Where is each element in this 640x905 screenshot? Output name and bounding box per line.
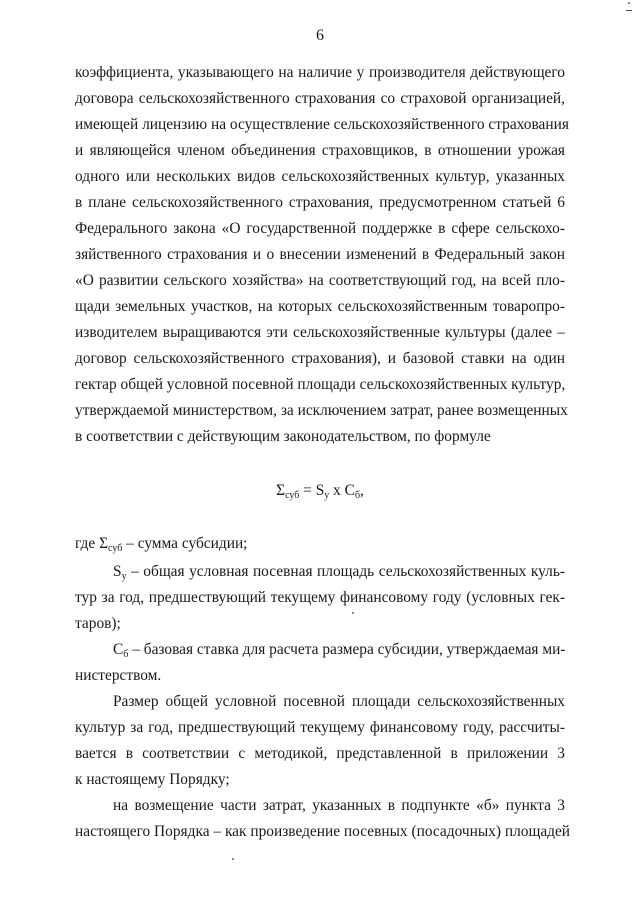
text-line: коэффициента, указывающего на наличие у производителя действующего [75, 64, 565, 81]
text-line: вается в соответствии с методикой, представленной в приложении 3 [75, 745, 565, 762]
cb-symbol-subscript: б [123, 649, 129, 660]
formula-equals: = [299, 482, 316, 499]
sy-text: – общая условная посевная площадь сельскохозяйственных куль- [126, 563, 565, 580]
text-line: настоящего Порядка – как произведение посевных (посадочных) площадей [75, 823, 571, 840]
where-line [75, 534, 247, 559]
sy-symbol: S [113, 563, 122, 580]
text-line: культур за год, предшествующий текущему финансовому году, рассчиты- [75, 719, 565, 736]
text-line: Федерального закона «О государственной поддержке в сфере сельскохо- [75, 220, 565, 237]
text-line [113, 640, 565, 665]
text-line: тур за год, предшествующий текущему финансовому году (условных гек- [75, 589, 565, 606]
text-line: изводителем выращиваются эти сельскохозяйственные культуры (далее – [75, 324, 565, 341]
text-line: в плане сельскохозяйственного страхования, предусмотренном статьей 6 [75, 194, 565, 211]
text-line: на возмещение части затрат, указанных в подпункте «б» пункта 3 [113, 797, 565, 814]
text-line [113, 562, 565, 587]
where-symbol-subscript: суб [108, 543, 123, 554]
where-text: – сумма субсидии; [122, 535, 248, 552]
cb-symbol: С [113, 641, 124, 658]
text-line: имеющей лицензию на осуществление сельскохозяйственного страхования [75, 116, 569, 133]
text-line: утверждаемой министерством, за исключением затрат, ранее возмещенных [75, 402, 568, 419]
formula-sigma-subscript: суб [285, 490, 300, 501]
text-line: зяйственного страхования и о внесении изменений в Федеральный закон [75, 246, 565, 263]
scan-mark [626, 10, 632, 11]
text-line: к настоящему Порядку; [75, 771, 230, 788]
formula-s-subscript: у [324, 490, 330, 501]
scan-mark [352, 612, 354, 614]
text-line: одного или нескольких видов сельскохозяйственных культур, указанных [75, 168, 565, 185]
text-line: «О развитии сельского хозяйства» на соответствующий год, на всей пло- [75, 272, 565, 289]
formula-c-subscript: б [354, 490, 361, 501]
text-line: в соответствии с действующим законодательством, по формуле [75, 428, 491, 445]
text-line: щади земельных участков, на которых сельскохозяйственным товаропро- [75, 298, 565, 315]
scan-mark [628, 2, 630, 4]
formula-sigma: Σ [276, 482, 286, 499]
formula-s: S [315, 482, 325, 499]
text-line: таров); [75, 615, 121, 632]
formula-comma: , [360, 482, 364, 499]
page-number: 6 [316, 27, 324, 44]
scan-mark [232, 858, 234, 860]
where-symbol: Σ [99, 535, 109, 552]
text-line: нистерством. [75, 667, 162, 684]
cb-text: – базовая ставка для расчета размера субсидии, утверждаемая ми- [128, 641, 566, 658]
formula-c: С [344, 482, 355, 499]
text-line: гектар общей условной посевной площади сельскохозяйственных культур, [75, 376, 566, 393]
text-line: Размер общей условной посевной площади сельскохозяйственных [113, 693, 565, 710]
subsidy-formula [0, 482, 640, 501]
formula-times: х [329, 482, 345, 499]
sy-symbol-subscript: у [121, 571, 127, 582]
text-line: договора сельскохозяйственного страхования со страховой организацией, [75, 90, 565, 107]
text-line: и являющейся членом объединения страховщиков, в отношении урожая [75, 142, 565, 159]
text-line: договор сельскохозяйственного страхования), и базовой ставки на один [75, 350, 565, 367]
where-prefix: где [75, 535, 100, 552]
